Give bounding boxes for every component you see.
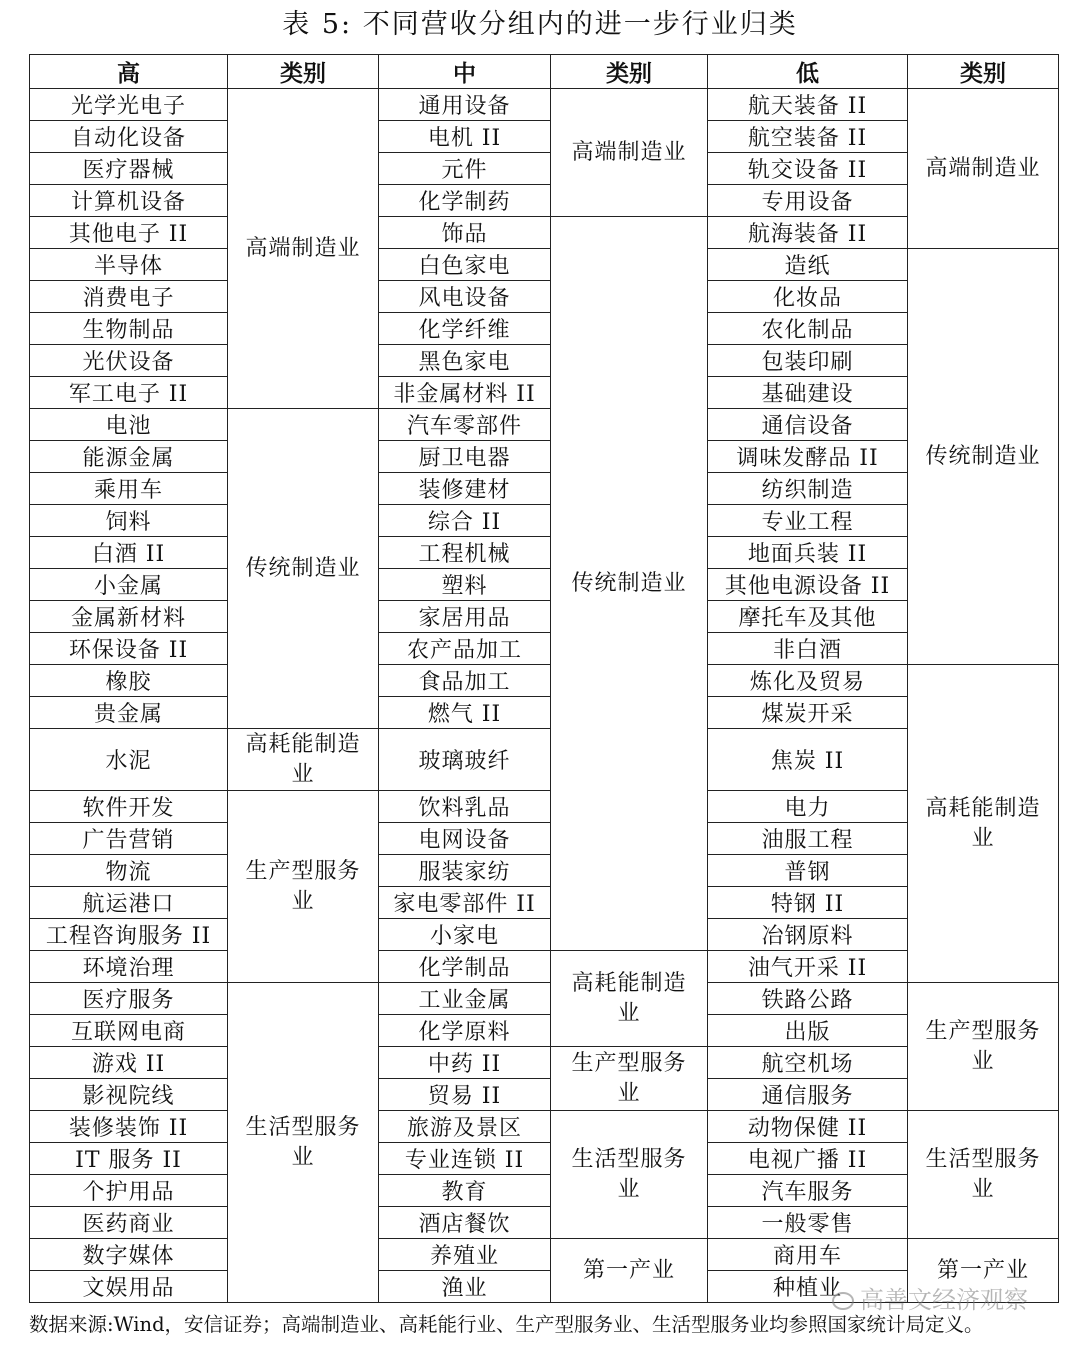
low-industry-cell: 航空装备 II — [708, 121, 908, 153]
table-row — [30, 89, 1059, 121]
header-low: 低 — [708, 55, 908, 89]
high-industry-cell: 影视院线 — [30, 1079, 228, 1111]
low-industry-cell: 航空机场 — [708, 1047, 908, 1079]
mid-industry-cell: 家电零部件 II — [379, 887, 551, 919]
low-category-cell: 传统制造业 — [908, 249, 1059, 665]
table-row — [30, 887, 1059, 919]
mid-industry-cell: 旅游及景区 — [379, 1111, 551, 1143]
table-title: 表 5: 不同营收分组内的进一步行业归类 — [282, 9, 798, 40]
table-row — [30, 185, 1059, 217]
table-row — [30, 1015, 1059, 1047]
low-industry-cell: 出版 — [708, 1015, 908, 1047]
table-row — [30, 217, 1059, 249]
table-row — [30, 377, 1059, 409]
low-industry-cell: 冶钢原料 — [708, 919, 908, 951]
header-mid: 中 — [379, 55, 551, 89]
high-category-cell: 生产型服务业 — [228, 791, 379, 983]
low-industry-cell: 煤炭开采 — [708, 697, 908, 729]
low-industry-cell: 铁路公路 — [708, 983, 908, 1015]
table-row — [30, 855, 1059, 887]
mid-industry-cell: 养殖业 — [379, 1239, 551, 1271]
table-row — [30, 823, 1059, 855]
mid-industry-cell: 装修建材 — [379, 473, 551, 505]
mid-industry-cell: 农产品加工 — [379, 633, 551, 665]
low-industry-cell: 普钢 — [708, 855, 908, 887]
low-industry-cell: 专业工程 — [708, 505, 908, 537]
low-category-cell: 第一产业 — [908, 1239, 1059, 1303]
high-industry-cell: 军工电子 II — [30, 377, 228, 409]
low-industry-cell: 非白酒 — [708, 633, 908, 665]
low-industry-cell: 摩托车及其他 — [708, 601, 908, 633]
table-row — [30, 601, 1059, 633]
high-category-cell: 传统制造业 — [228, 409, 379, 729]
high-industry-cell: 医疗器械 — [30, 153, 228, 185]
low-category-cell: 生活型服务业 — [908, 1111, 1059, 1239]
mid-industry-cell: 厨卫电器 — [379, 441, 551, 473]
mid-category-cell: 第一产业 — [551, 1239, 708, 1303]
table-row — [30, 409, 1059, 441]
mid-industry-cell: 教育 — [379, 1175, 551, 1207]
low-industry-cell: 电力 — [708, 791, 908, 823]
mid-industry-cell: 元件 — [379, 153, 551, 185]
table-row — [30, 1207, 1059, 1239]
high-industry-cell: 航运港口 — [30, 887, 228, 919]
high-industry-cell: 环保设备 II — [30, 633, 228, 665]
table-row — [30, 153, 1059, 185]
low-industry-cell: 航天装备 II — [708, 89, 908, 121]
high-industry-cell: 数字媒体 — [30, 1239, 228, 1271]
low-category-cell: 高端制造业 — [908, 89, 1059, 249]
low-industry-cell: 化妆品 — [708, 281, 908, 313]
high-category-cell: 生活型服务业 — [228, 983, 379, 1303]
mid-industry-cell: 化学制药 — [379, 185, 551, 217]
high-industry-cell: 电池 — [30, 409, 228, 441]
mid-industry-cell: 电网设备 — [379, 823, 551, 855]
mid-industry-cell: 塑料 — [379, 569, 551, 601]
table-row — [30, 537, 1059, 569]
high-industry-cell: 医药商业 — [30, 1207, 228, 1239]
table-row — [30, 983, 1059, 1015]
high-industry-cell: 自动化设备 — [30, 121, 228, 153]
mid-industry-cell: 电机 II — [379, 121, 551, 153]
low-industry-cell: 轨交设备 II — [708, 153, 908, 185]
table-row — [30, 1175, 1059, 1207]
high-industry-cell: 光学光电子 — [30, 89, 228, 121]
low-industry-cell: 通信服务 — [708, 1079, 908, 1111]
mid-industry-cell: 黑色家电 — [379, 345, 551, 377]
mid-industry-cell: 酒店餐饮 — [379, 1207, 551, 1239]
low-industry-cell: 基础建设 — [708, 377, 908, 409]
high-industry-cell: 环境治理 — [30, 951, 228, 983]
header-row — [30, 55, 1059, 89]
high-industry-cell: 乘用车 — [30, 473, 228, 505]
table-row — [30, 441, 1059, 473]
high-industry-cell: 软件开发 — [30, 791, 228, 823]
high-industry-cell: 其他电子 II — [30, 217, 228, 249]
mid-industry-cell: 化学纤维 — [379, 313, 551, 345]
high-industry-cell: 生物制品 — [30, 313, 228, 345]
mid-industry-cell: 工业金属 — [379, 983, 551, 1015]
table-body — [30, 89, 1059, 1303]
table-row — [30, 313, 1059, 345]
table-row — [30, 281, 1059, 313]
low-industry-cell: 种植业 — [708, 1271, 908, 1303]
table-row — [30, 1079, 1059, 1111]
mid-industry-cell: 服装家纺 — [379, 855, 551, 887]
low-industry-cell: 一般零售 — [708, 1207, 908, 1239]
mid-industry-cell: 非金属材料 II — [379, 377, 551, 409]
low-industry-cell: 造纸 — [708, 249, 908, 281]
header-low-category: 类别 — [908, 55, 1059, 89]
mid-industry-cell: 专业连锁 II — [379, 1143, 551, 1175]
table-row — [30, 1143, 1059, 1175]
mid-industry-cell: 玻璃玻纤 — [379, 729, 551, 791]
high-industry-cell: 金属新材料 — [30, 601, 228, 633]
high-industry-cell: 橡胶 — [30, 665, 228, 697]
low-industry-cell: 农化制品 — [708, 313, 908, 345]
high-industry-cell: 物流 — [30, 855, 228, 887]
low-industry-cell: 电视广播 II — [708, 1143, 908, 1175]
mid-industry-cell: 贸易 II — [379, 1079, 551, 1111]
mid-industry-cell: 中药 II — [379, 1047, 551, 1079]
mid-industry-cell: 综合 II — [379, 505, 551, 537]
high-industry-cell: 游戏 II — [30, 1047, 228, 1079]
industry-classification-table — [29, 54, 1059, 1303]
header-high-category: 类别 — [228, 55, 379, 89]
high-industry-cell: 饲料 — [30, 505, 228, 537]
watermark — [832, 1280, 1028, 1315]
high-industry-cell: 半导体 — [30, 249, 228, 281]
table-row — [30, 1239, 1059, 1271]
high-industry-cell: 贵金属 — [30, 697, 228, 729]
low-category-cell: 生产型服务业 — [908, 983, 1059, 1111]
mid-industry-cell: 小家电 — [379, 919, 551, 951]
low-industry-cell: 特钢 II — [708, 887, 908, 919]
high-industry-cell: 消费电子 — [30, 281, 228, 313]
mid-industry-cell: 化学制品 — [379, 951, 551, 983]
high-industry-cell: 水泥 — [30, 729, 228, 791]
table-row — [30, 473, 1059, 505]
low-industry-cell: 地面兵装 II — [708, 537, 908, 569]
mid-industry-cell: 家居用品 — [379, 601, 551, 633]
high-industry-cell: 光伏设备 — [30, 345, 228, 377]
high-industry-cell: 互联网电商 — [30, 1015, 228, 1047]
table-row — [30, 1047, 1059, 1079]
high-industry-cell: 医疗服务 — [30, 983, 228, 1015]
watermark-text: 高善文经济观察 — [860, 1286, 1028, 1314]
mid-industry-cell: 燃气 II — [379, 697, 551, 729]
mid-industry-cell: 风电设备 — [379, 281, 551, 313]
mid-industry-cell: 饮料乳品 — [379, 791, 551, 823]
low-industry-cell: 动物保健 II — [708, 1111, 908, 1143]
table-row — [30, 249, 1059, 281]
high-category-cell: 高端制造业 — [228, 89, 379, 409]
low-industry-cell: 航海装备 II — [708, 217, 908, 249]
mid-category-cell: 传统制造业 — [551, 217, 708, 951]
high-category-cell: 高耗能制造业 — [228, 729, 379, 791]
table-row — [30, 729, 1059, 791]
mid-industry-cell: 食品加工 — [379, 665, 551, 697]
mid-industry-cell: 化学原料 — [379, 1015, 551, 1047]
table-row — [30, 665, 1059, 697]
high-industry-cell: 广告营销 — [30, 823, 228, 855]
table-row — [30, 791, 1059, 823]
low-category-cell: 高耗能制造业 — [908, 665, 1059, 983]
table-row — [30, 951, 1059, 983]
table-row — [30, 121, 1059, 153]
low-industry-cell: 包装印刷 — [708, 345, 908, 377]
header-mid-category: 类别 — [551, 55, 708, 89]
high-industry-cell: 文娱用品 — [30, 1271, 228, 1303]
table-row — [30, 1111, 1059, 1143]
mid-category-cell: 生产型服务业 — [551, 1047, 708, 1111]
high-industry-cell: 能源金属 — [30, 441, 228, 473]
mid-industry-cell: 通用设备 — [379, 89, 551, 121]
mid-category-cell: 高端制造业 — [551, 89, 708, 217]
high-industry-cell: 装修装饰 II — [30, 1111, 228, 1143]
high-industry-cell: 计算机设备 — [30, 185, 228, 217]
low-industry-cell: 油服工程 — [708, 823, 908, 855]
low-industry-cell: 汽车服务 — [708, 1175, 908, 1207]
mid-category-cell: 生活型服务业 — [551, 1111, 708, 1239]
high-industry-cell: IT 服务 II — [30, 1143, 228, 1175]
low-industry-cell: 商用车 — [708, 1239, 908, 1271]
low-industry-cell: 通信设备 — [708, 409, 908, 441]
low-industry-cell: 调味发酵品 II — [708, 441, 908, 473]
low-industry-cell: 纺织制造 — [708, 473, 908, 505]
table-row — [30, 345, 1059, 377]
wechat-icon — [832, 1292, 854, 1310]
low-industry-cell: 炼化及贸易 — [708, 665, 908, 697]
table-row — [30, 919, 1059, 951]
low-industry-cell: 专用设备 — [708, 185, 908, 217]
table-row — [30, 569, 1059, 601]
low-industry-cell: 其他电源设备 II — [708, 569, 908, 601]
mid-industry-cell: 渔业 — [379, 1271, 551, 1303]
mid-industry-cell: 汽车零部件 — [379, 409, 551, 441]
table-row — [30, 697, 1059, 729]
mid-industry-cell: 饰品 — [379, 217, 551, 249]
high-industry-cell: 个护用品 — [30, 1175, 228, 1207]
high-industry-cell: 小金属 — [30, 569, 228, 601]
table-row — [30, 633, 1059, 665]
mid-industry-cell: 工程机械 — [379, 537, 551, 569]
high-industry-cell: 白酒 II — [30, 537, 228, 569]
low-industry-cell: 油气开采 II — [708, 951, 908, 983]
header-high: 高 — [30, 55, 228, 89]
mid-category-cell: 高耗能制造业 — [551, 951, 708, 1047]
high-industry-cell: 工程咨询服务 II — [30, 919, 228, 951]
table-row — [30, 505, 1059, 537]
source-note: 数据来源:Wind，安信证券；高端制造业、高耗能行业、生产型服务业、生活型服务业均参照国家统计局定义。 — [29, 1313, 984, 1336]
mid-industry-cell: 白色家电 — [379, 249, 551, 281]
low-industry-cell: 焦炭 II — [708, 729, 908, 791]
